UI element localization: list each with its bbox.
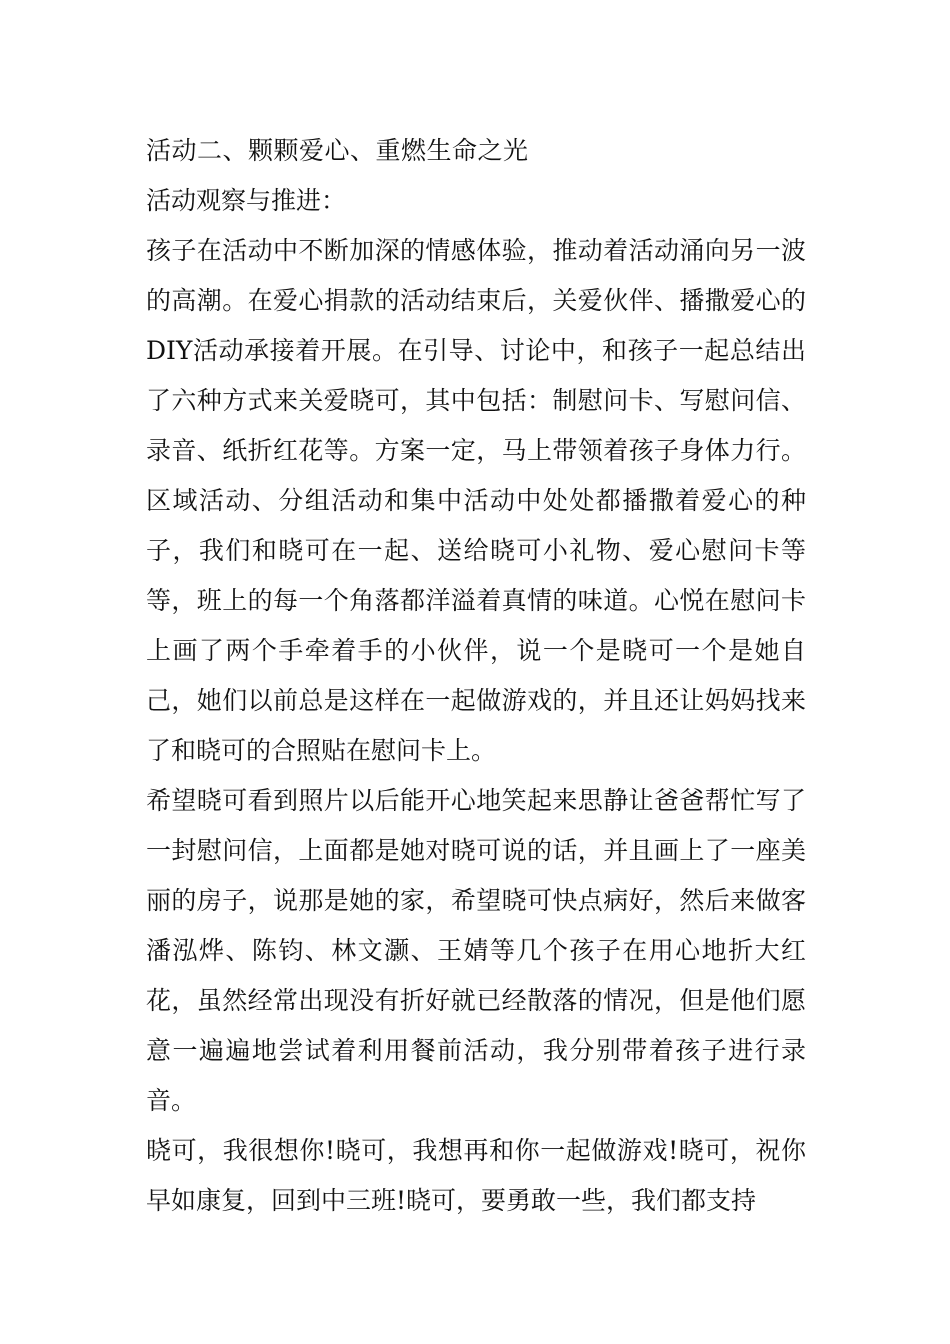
- paragraph-1: 孩子在活动中不断加深的情感体验，推动着活动涌向另一波的高潮。在爱心捐款的活动结束后，关爱伙伴、播撒爱心的DIY活动承接着开展。在引导、讨论中，和孩子一起总结出了六种方式来关爱晓可，其中包括：制慰问卡、写慰问信、录音、纸折红花等。方案一定，马上带领着孩子身体力行。区域活动、分组活动和集中活动中处处都播撒着爱心的种子，我们和晓可在一起、送给晓可小礼物、爱心慰问卡等等，班上的每一个角落都洋溢着真情的味道。心悦在慰问卡上画了两个手牵着手的小伙伴，说一个是晓可一个是她自己，她们以前总是这样在一起做游戏的，并且还让妈妈找来了和晓可的合照贴在慰问卡上。: [146, 236, 806, 765]
- paragraph-3: 晓可，我很想你!晓可，我想再和你一起做游戏!晓可，祝你早如康复，回到中三班!晓可，要勇敢一些，我们都支持: [146, 1136, 806, 1215]
- section-heading: 活动二、颗颗爱心、重燃生命之光: [146, 136, 529, 165]
- document-body: [146, 126, 806, 1226]
- paragraph-2: 希望晓可看到照片以后能开心地笑起来思静让爸爸帮忙写了一封慰问信，上面都是她对晓可说的话，并且画上了一座美丽的房子，说那是她的家，希望晓可快点病好，然后来做客潘泓烨、陈钧、林文灏、王婧等几个孩子在用心地折大红花，虽然经常出现没有折好就已经散落的情况，但是他们愿意一遍遍地尝试着利用餐前活动，我分别带着孩子进行录音。: [146, 786, 806, 1115]
- section-subheading: 活动观察与推进：: [146, 186, 347, 215]
